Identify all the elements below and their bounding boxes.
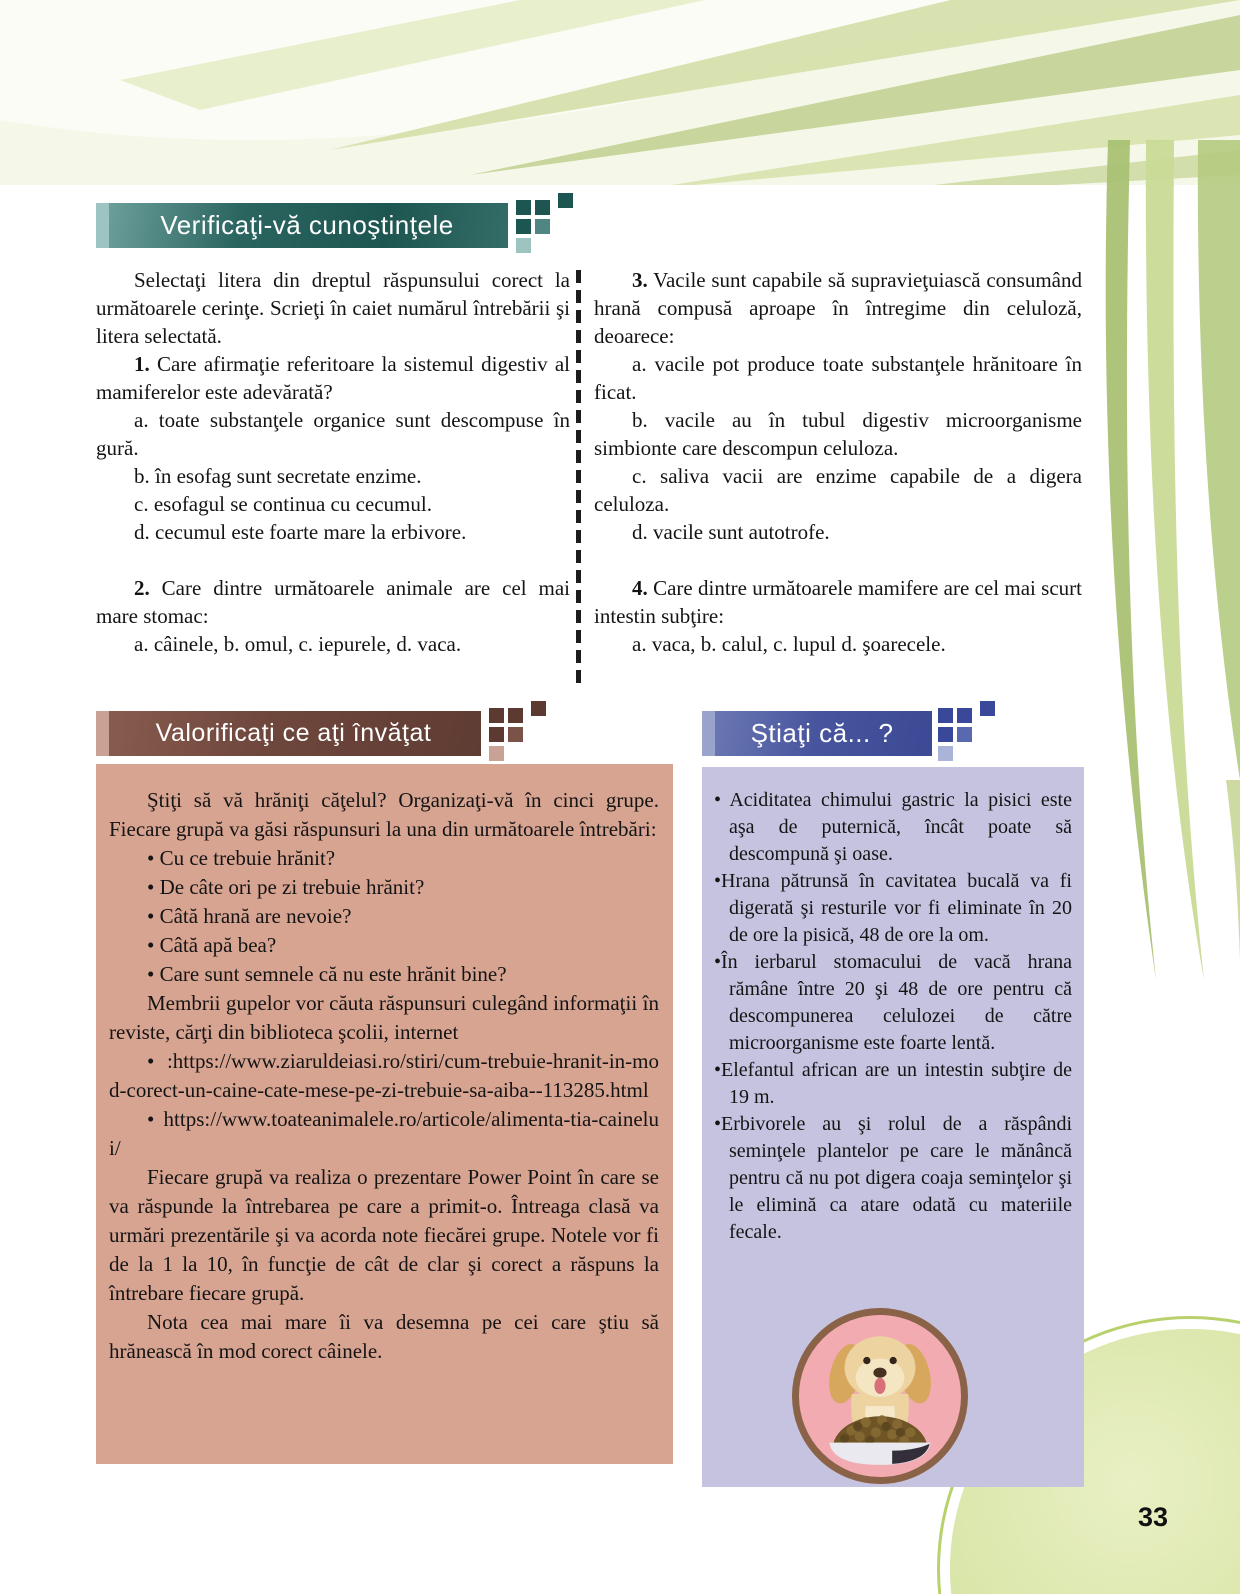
- option-1b: b. în esofag sunt secretate enzime.: [134, 464, 422, 488]
- question-2: [96, 574, 570, 630]
- option-1c: c. esofagul se continua cu cecumul.: [134, 492, 432, 516]
- question-number: 4.: [632, 576, 648, 600]
- apply-activity-box: [96, 764, 673, 1464]
- option-1a: a. toate substanţele organice sunt descompuse în gură.: [96, 408, 570, 460]
- fact-item: • Aciditatea chimului gastric la pisici este aşa de puternică, încât poate să descompună şi oase.: [714, 789, 1072, 865]
- question-number: 3.: [632, 268, 648, 292]
- question-text: Vacile sunt capabile să supravieţuiască consumând hrană compusă aproape în întregime din celuloză, deoarece:: [594, 268, 1082, 348]
- section-title: Valorificaţi ce aţi învăţat: [155, 719, 432, 747]
- apply-bullet: • De câte ori pe zi trebuie hrănit?: [147, 875, 425, 899]
- apply-bullet: • Care sunt semnele că nu este hrănit bine?: [147, 962, 507, 986]
- option-3d: d. vacile sunt autotrofe.: [632, 520, 830, 544]
- fact-item: •Elefantul african are un intestin subţire de 19 m.: [714, 1059, 1072, 1108]
- option-4abcd: a. vaca, b. calul, c. lupul d. şoarecele.: [632, 632, 946, 656]
- section-header-did-you-know: [702, 711, 932, 756]
- section-header-apply-learning: [96, 711, 481, 756]
- question-1: [96, 350, 570, 406]
- section-title: Ştiaţi că... ?: [750, 718, 894, 748]
- quiz-column-left: [96, 266, 570, 658]
- palm-leaf-decoration-top: [0, 0, 1240, 200]
- palm-leaf-decoration-right: [1086, 140, 1240, 980]
- question-text: Care dintre următoarele mamifere are cel mai scurt intestin subţire:: [594, 576, 1082, 628]
- question-number: 2.: [134, 576, 150, 600]
- fact-item: •În ierbarul stomacului de vacă hrana rămâne între 20 şi 48 de ore pentru că descompunerea celulozei de către microorganisme este foarte lentă.: [714, 951, 1072, 1054]
- reference-link[interactable]: • https://www.toateanimalele.ro/articole/alimenta-tia-cainelui/: [109, 1107, 659, 1160]
- quiz-intro: Selectaţi litera din dreptul răspunsului corect la următoarele cerinţe. Scrieţi în caiet numărul întrebării şi litera selectată.: [96, 268, 570, 348]
- question-number: 1.: [134, 352, 150, 376]
- section-header-verify-knowledge: [96, 203, 508, 248]
- option-2abcd: a. câinele, b. omul, c. iepurele, d. vaca.: [134, 632, 462, 656]
- squares-icon: [516, 200, 572, 256]
- apply-bullet: • Cu ce trebuie hrănit?: [147, 846, 336, 870]
- fact-item: •Erbivorele au şi rolul de a răspândi seminţele plantelor pe care le mănâncă pentru că nu pot digera coaja seminţelor şi le elimină ca atare odată cu materiile fecale.: [714, 1113, 1072, 1243]
- question-text: Care afirmaţie referitoare la sistemul digestiv al mamiferelor este adevărată?: [96, 352, 571, 404]
- reference-link[interactable]: • :https://www.ziaruldeiasi.ro/stiri/cum-trebuie-hranit-in-mod-corect-un-caine-cate-mese-pe-zi-trebuie-sa-aiba--113285.html: [109, 1049, 659, 1102]
- section-title: Verificaţi-vă cunoştinţele: [160, 210, 454, 240]
- question-4: [594, 574, 1082, 630]
- apply-research-note: Membrii gupelor vor căuta răspunsuri culegând informaţii în reviste, cărţi din biblioteca şcolii, internet: [109, 991, 659, 1044]
- apply-closing-note: Nota cea mai mare îi va desemna pe cei care ştiu să hrănească în mod corect câinele.: [109, 1310, 659, 1363]
- apply-bullet: • Câtă hrană are nevoie?: [147, 904, 352, 928]
- question-text: Care dintre următoarele animale are cel mai mare stomac:: [96, 576, 571, 628]
- squares-icon: [489, 708, 545, 764]
- fact-item: •Hrana pătrunsă în cavitatea bucală va fi digerată şi resturile vor fi eliminate în 20 de ore la pisică, 48 de ore la om.: [714, 870, 1072, 946]
- page-number: 33: [1138, 1502, 1169, 1532]
- apply-bullet: • Câtă apă bea?: [147, 933, 277, 957]
- option-3a: a. vacile pot produce toate substanţele hrănitoare în ficat.: [594, 352, 1082, 404]
- question-3: [594, 266, 1082, 350]
- option-3b: b. vacile au în tubul digestiv microorganisme simbionte care descompun celuloza.: [594, 408, 1082, 460]
- option-1d: d. cecumul este foarte mare la erbivore.: [134, 520, 467, 544]
- quiz-column-right: [594, 266, 1082, 658]
- apply-intro: Ştiţi să vă hrăniţi căţelul? Organizaţi-vă în cinci grupe. Fiecare grupă va găsi răspunsuri la una din următoarele întrebări:: [109, 788, 659, 841]
- squares-icon: [938, 708, 994, 764]
- apply-presentation-note: Fiecare grupă va realiza o prezentare Power Point în care se va răspunde la întrebarea pe care a primit-o. Întreaga clasă va urmări prezentările şi va acorda note fiecărei grupe. Notele vor fi de la 1 la 10, în funcţie de cât de clar şi corect a răspuns la întrebare fiecare grupă.: [109, 1165, 659, 1305]
- option-3c: c. saliva vacii are enzime capabile de a digera celuloza.: [594, 464, 1082, 516]
- did-you-know-box: [702, 767, 1084, 1487]
- puppy-photo: [792, 1308, 968, 1484]
- column-divider: [576, 270, 581, 690]
